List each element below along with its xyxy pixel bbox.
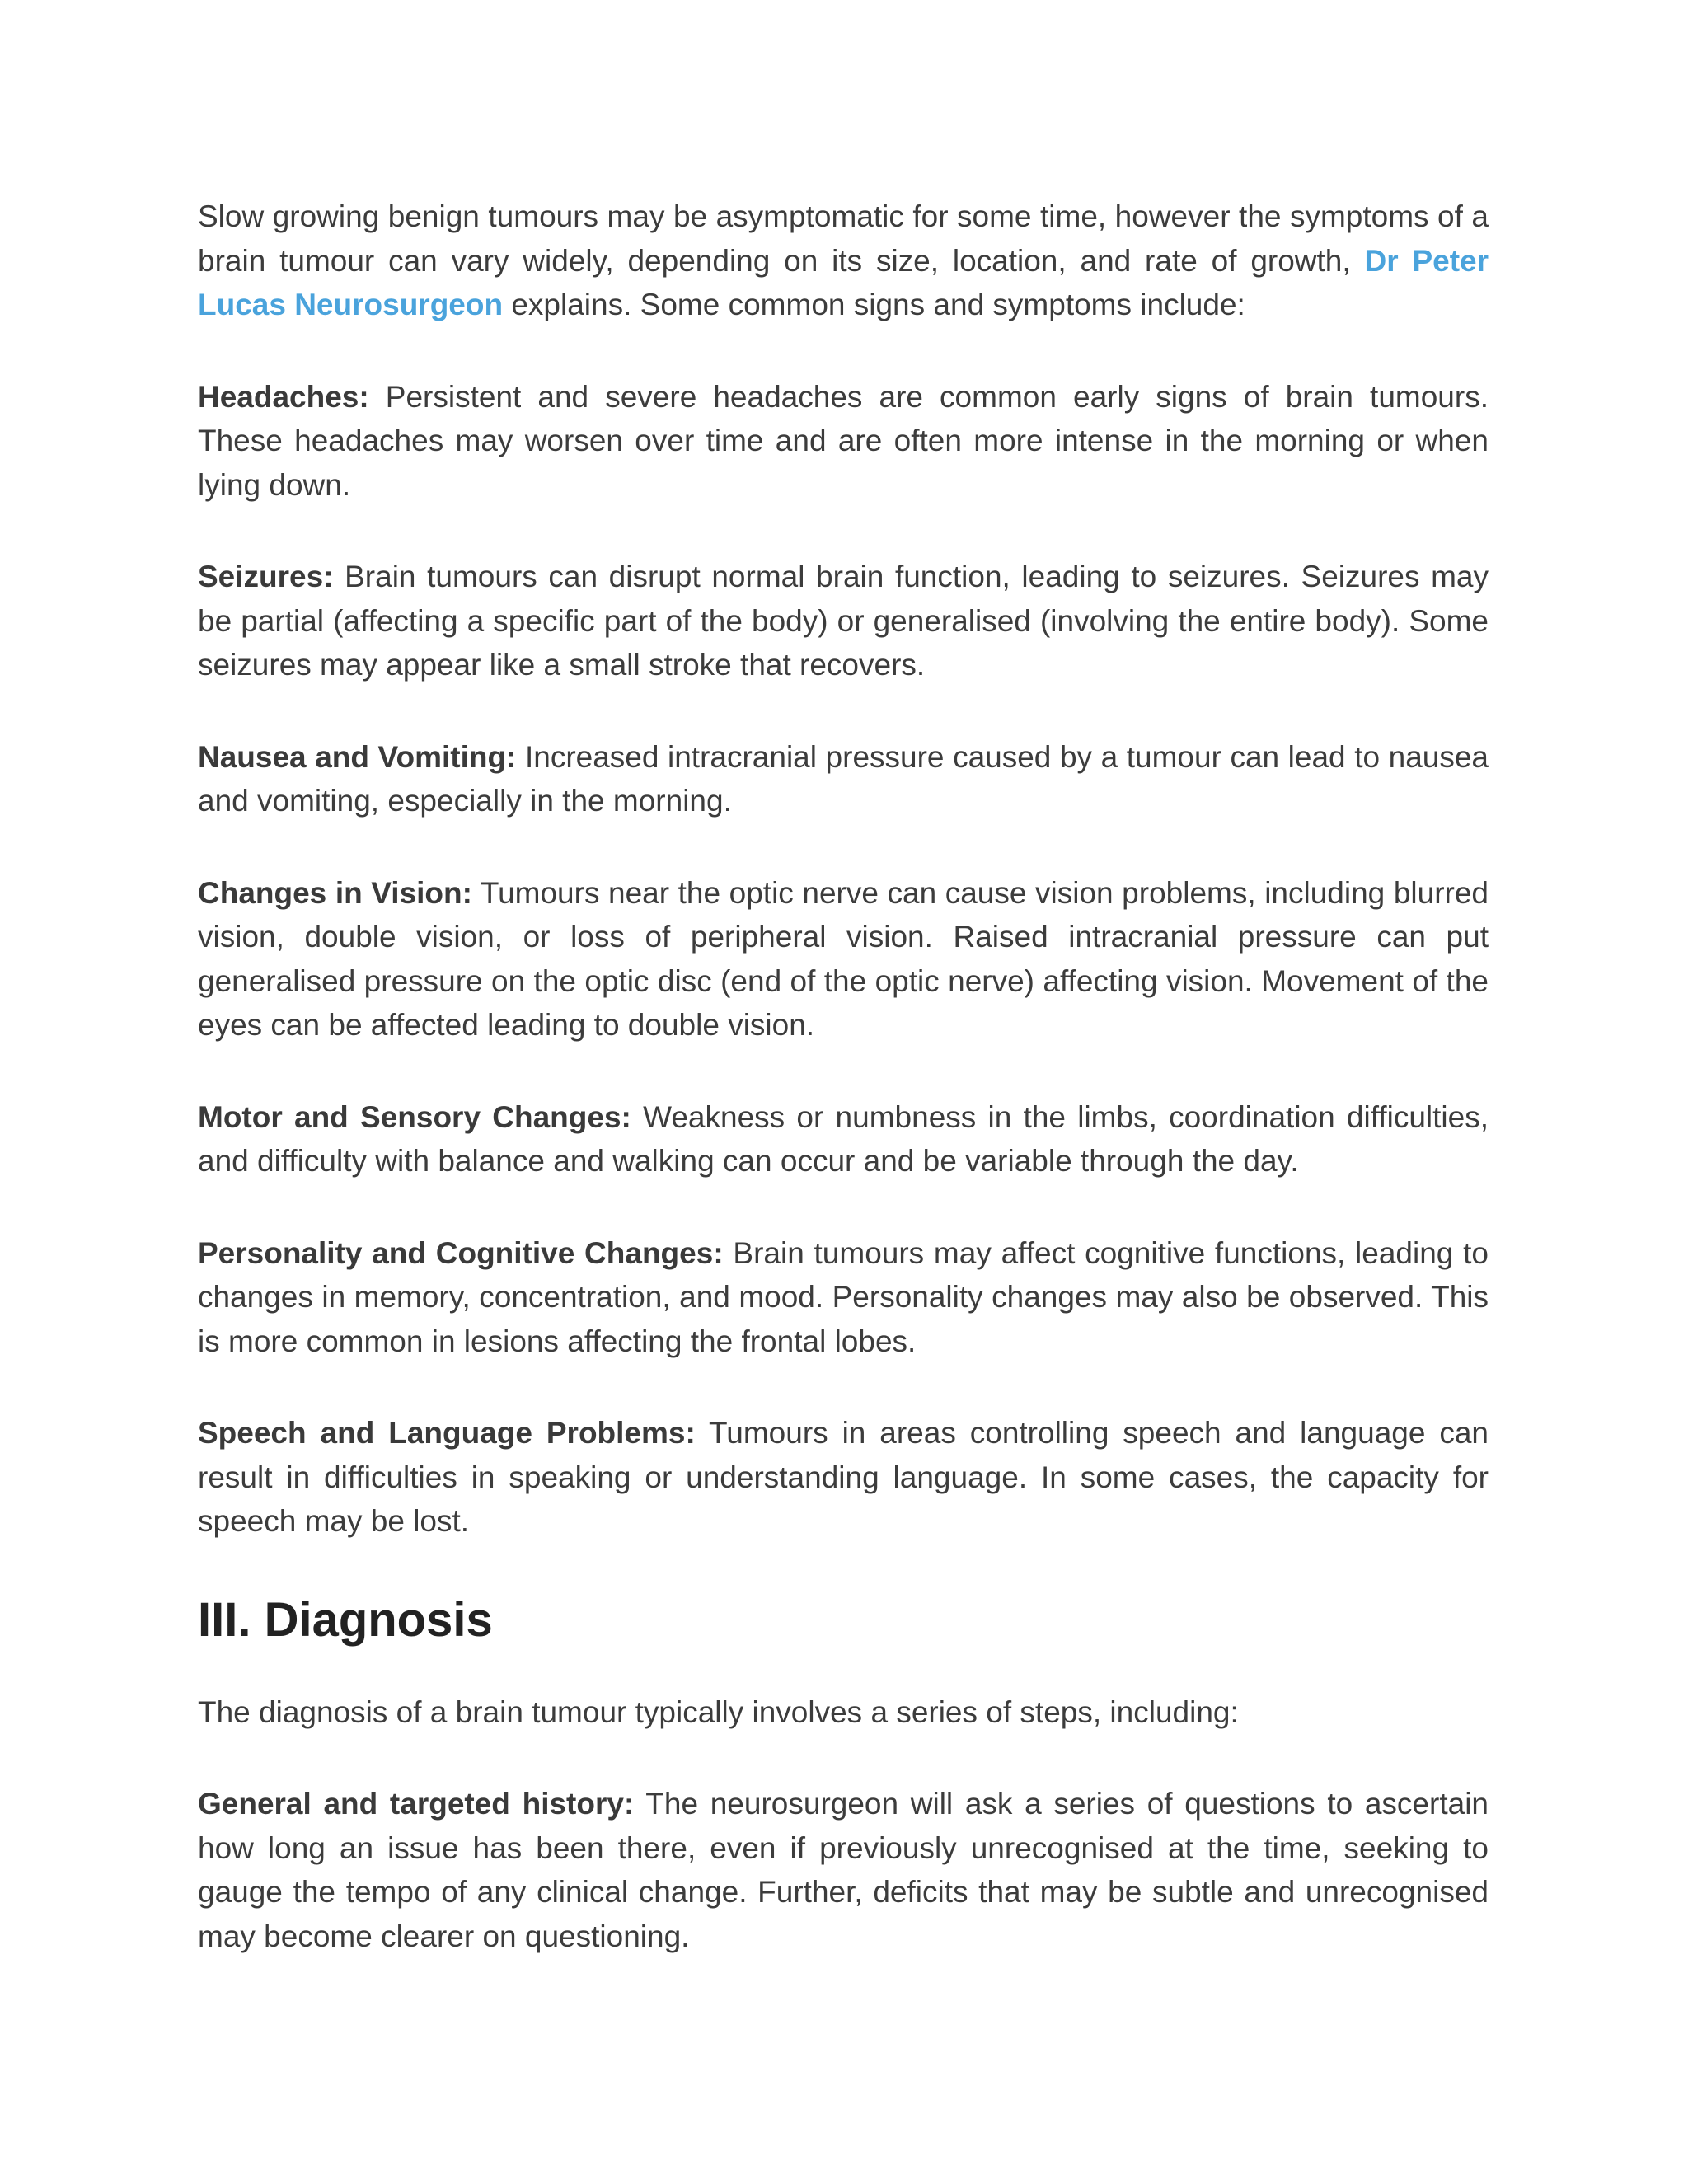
symptom-term: Headaches: — [198, 379, 369, 414]
section-heading-diagnosis: III. Diagnosis — [198, 1592, 493, 1647]
symptom-term: Nausea and Vomiting: — [198, 739, 517, 774]
symptom-text: Increased intracranial pressure caused by a tumour can lead to nausea and vomiting, especially in the morning. — [198, 739, 1489, 818]
diagnosis-paragraph-history — [198, 1782, 1489, 1958]
intro-text-after: explains. Some common signs and symptoms include: — [503, 288, 1245, 321]
neurosurgeon-link[interactable]: Dr Peter Lucas Neurosurgeon — [198, 243, 1489, 321]
symptom-paragraph-vision — [198, 871, 1489, 1047]
symptom-term: Motor and Sensory Changes: — [198, 1099, 631, 1134]
document-page — [198, 194, 1489, 2006]
symptom-text: Tumours in areas controlling speech and language can result in difficulties in speaking or understanding language. In some cases, the capacity for speech may be lost. — [198, 1416, 1489, 1538]
symptom-term: Personality and Cognitive Changes: — [198, 1235, 724, 1270]
symptom-term: Seizures: — [198, 560, 334, 593]
diagnosis-term: General and targeted history: — [198, 1787, 635, 1821]
intro-text-before: Slow growing benign tumours may be asymptomatic for some time, however the symptoms of a brain tumour can vary widely, depending on its size, location, and rate of growth, — [198, 199, 1489, 278]
symptom-text: Persistent and severe headaches are common early signs of brain tumours. These headaches may worsen over time and are often more intense in the morning or when lying down. — [198, 379, 1489, 502]
symptom-paragraph-seizures — [198, 555, 1489, 687]
diagnosis-intro: The diagnosis of a brain tumour typically involves a series of steps, including: — [198, 1694, 1239, 1729]
symptom-paragraph-headaches — [198, 375, 1489, 508]
symptom-text: Tumours near the optic nerve can cause vision problems, including blurred vision, double vision, or loss of peripheral vision. Raised intracranial pressure can put generalised pressure on the optic disc (end of the optic nerve) affecting vision. Movement of the eyes can be affected leading to double vision. — [198, 875, 1489, 1042]
symptom-paragraph-personality — [198, 1231, 1489, 1364]
symptom-term: Speech and Language Problems: — [198, 1416, 696, 1450]
symptom-paragraph-motor — [198, 1095, 1489, 1183]
symptom-text: Brain tumours may affect cognitive functions, leading to changes in memory, concentration, and mood. Personality changes may also be observed. This is more common in lesions affecting the frontal lobes. — [198, 1235, 1489, 1358]
symptom-term: Changes in Vision: — [198, 875, 472, 910]
symptom-paragraph-speech — [198, 1411, 1489, 1544]
intro-paragraph — [198, 194, 1489, 327]
symptom-text: Brain tumours can disrupt normal brain function, leading to seizures. Seizures may be partial (affecting a specific part of the body) or generalised (involving the entire body). Some seizures may appear like a small stroke that recovers. — [198, 560, 1489, 682]
symptom-paragraph-nausea — [198, 735, 1489, 823]
diagnosis-text: The neurosurgeon will ask a series of questions to ascertain how long an issue has been there, even if previously unrecognised at the time, seeking to gauge the tempo of any clinical change. Further, deficits that may be subtle and unrecognised may become clearer on questioning. — [198, 1787, 1489, 1953]
symptom-text: Weakness or numbness in the limbs, coordination difficulties, and difficulty with balance and walking can occur and be variable through the day. — [198, 1099, 1489, 1178]
